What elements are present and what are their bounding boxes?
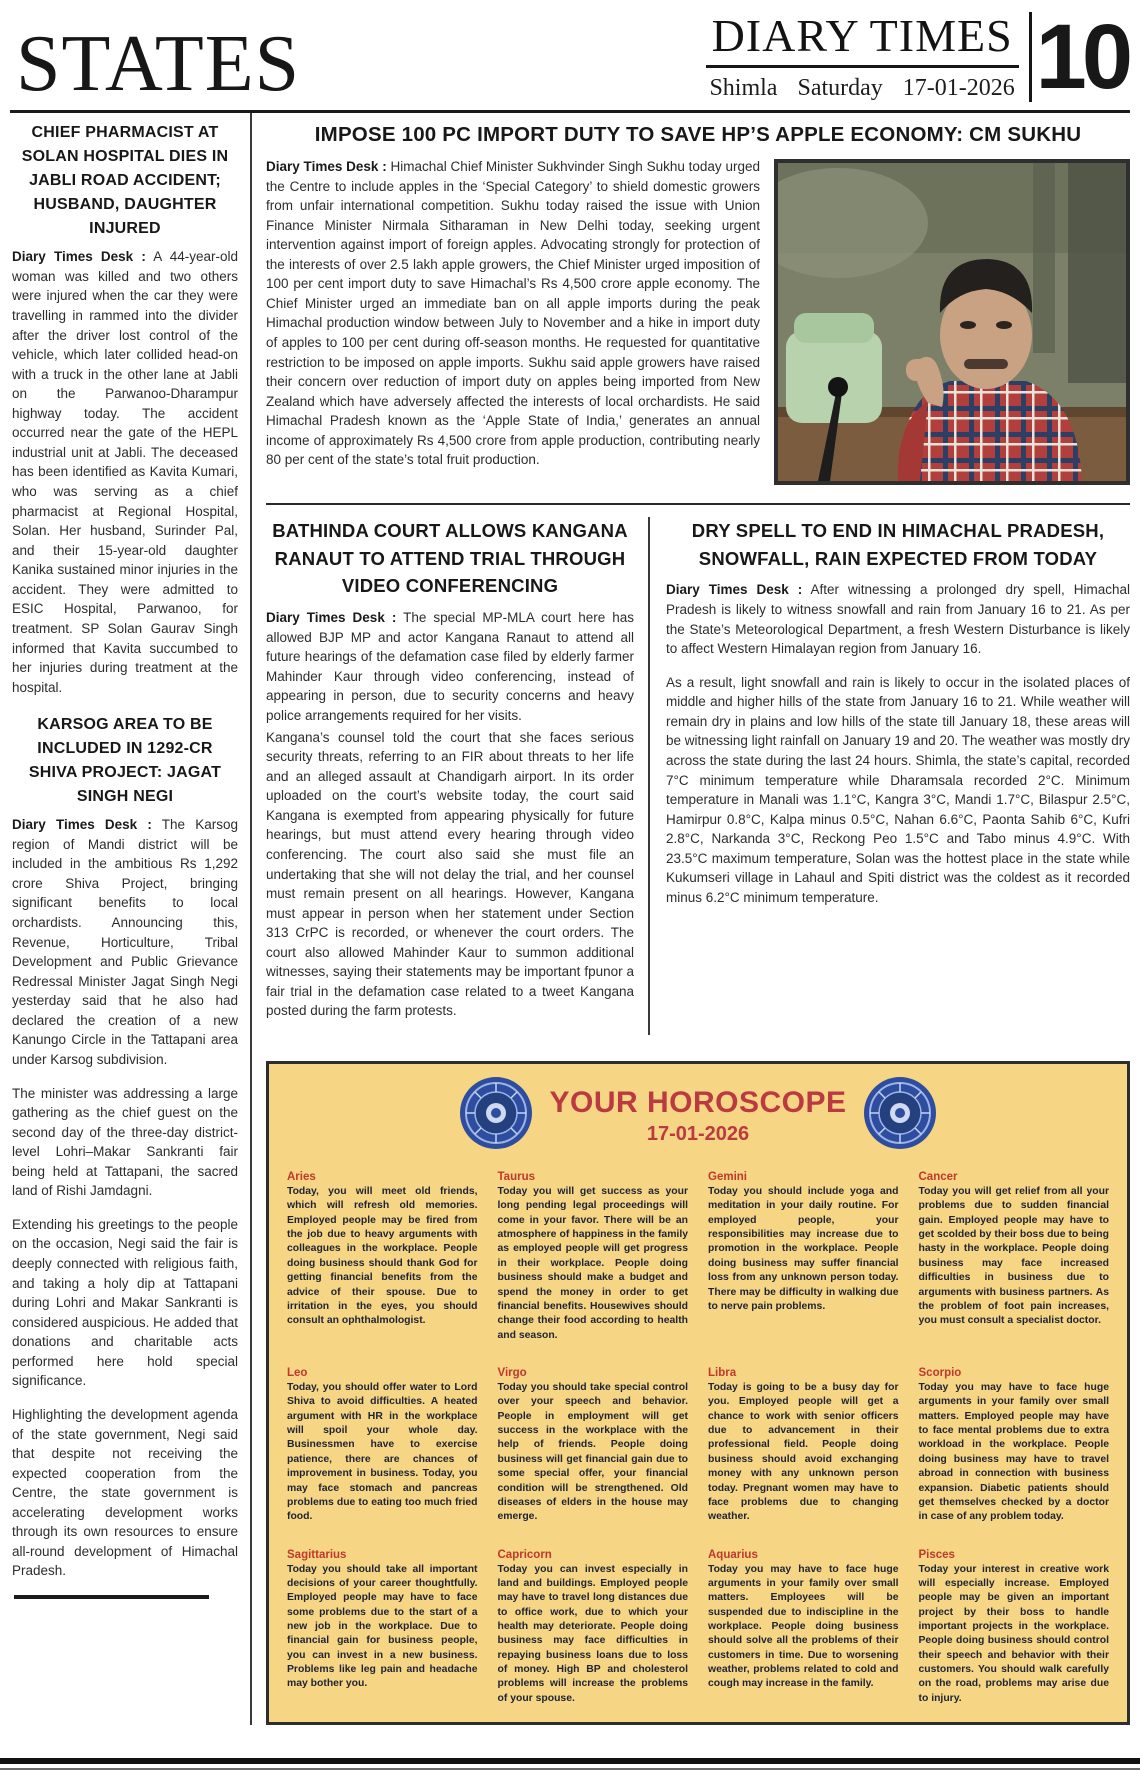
article-body [666,580,1130,907]
article-paragraph: Kangana’s counsel told the court that she faces serious security threats, referring to an FIR about threats to her life and an alleged assault at Chandigarh airport. In its order uploaded on the court’s website today, the court said Kangana is exempted from appearing physically for future hearings, but must attend every hearing through video conferencing. The court also said she must file an undertaking that she will not delay the trial, and her counsel must remain present on all hearings. However, Kangana must appear in person when her statement under Section 313 CrPC is recorded, or whenever the court orders. The court also allowed Mahinder Kaur to summon additional witnesses, saying their statements may be important fpunor a fair trial in the defamation case related to a tweet Kangana posted during the farm protests. [266,729,634,1019]
zodiac-wheel-icon [863,1076,937,1155]
article-paragraph: Diary Times Desk : The special MP-MLA court here has allowed BJP MP and actor Kangana Ranaut to attend all future hearings of the defamation case filed by elderly farmer Mahinder Kaur through video conferencing, instead of appearing in person, due to security concerns and heavy police arrangements required for her visits. [266,610,634,724]
section-title: STATES [16,20,301,109]
horoscope-entry-virgo: Virgo Today you should take special control over your speech and behavior. People in employment will get success in the workplace with the help of friends. People doing business will get financial gain due to some special offer, your financial condition will be strengthened. Old diseases of elders in the house may emerge. [497,1366,688,1523]
article-paragraph: Diary Times Desk : A 44-year-old woman was killed and two others were injured when the car they were travelling in rammed into the divider after the driver lost control of the vehicle, which later collided head-on with a truck in the other lane at Jabli on the Parwanoo-Dharampur highway today. The accident occurred near the gate of the HEPL industrial unit at Jabli. The deceased has been identified as Kavita Kumari, who was serving as a chief pharmacist at Regional Hospital, Solan. Her husband, Surinder Pal, and their 15-year-old daughter Kanika sustained minor injuries in the accident. They were admitted to ESIC Hospital, Parwanoo, for treatment. SP Solan Gaurav Singh informed that Kavita succumbed to her injuries during treatment at the hospital. [12,249,238,695]
horoscope-entry-aries: Aries Today, you will meet old friends, which will refresh old memories. Employed people may be fired from the job due to heavy arguments with colleagues in the workplace. People doing business should thank God for getting financial benefits from the advice of their spouse. Due to irritation in the eyes, you should consult an ophthalmologist. [287,1171,478,1327]
column-end-divider [14,1595,209,1599]
article-body [266,608,634,1021]
dateline-place: Shimla [709,75,778,102]
horoscope-title: YOUR HOROSCOPE [549,1085,847,1119]
dateline [706,68,1019,102]
article-kangana [266,517,648,1035]
article-headline: IMPOSE 100 PC IMPORT DUTY TO SAVE HP’S APPLE ECONOMY: CM SUKHU [314,123,1082,147]
article-headline: CHIEF PHARMACIST AT SOLAN HOSPITAL DIES IN JABLI ROAD ACCIDENT; HUSBAND, DAUGHTER INJURED [21,124,229,238]
article-headline: KARSOG AREA TO BE INCLUDED IN 1292-CR SHIVA PROJECT: JAGAT SINGH NEGI [28,716,222,806]
article-apple [266,119,1130,493]
page-footer-divider [0,1758,1140,1770]
article-paragraph: The minister was addressing a large gathering as the chief guest on the second day of the three-day district-level Lohri–Makar Sankranti fair being held at Tattapani, the sacred land of Rishi Jamdagni. [12,1085,238,1199]
dateline-day: Saturday [797,75,883,102]
masthead [706,6,1128,108]
article-paragraph: Diary Times Desk : The Karsog region of Mandi district will be included in the ambitious Rs 1,292 crore Shiva Project, bringing significant benefits to local orchardists. Announcing this, Revenue, Horticulture, Tribal Development and Public Grievance Redressal Minister Jagat Singh Negi yesterday said that he also had declared the creation of a new Kanungo Circle in the Tattapani area under Karsog subdivision. [12,817,238,1067]
article-paragraph: Diary Times Desk : Himachal Chief Minister Sukhvinder Singh Sukhu today urged the Centre to include apples in the ‘Special Category’ to shield domestic growers from unfair international competition. Sukhu today raised the issue with Union Finance Minister Nirmala Sitharaman in New Delhi today, seeking urgent intervention against import of foreign apples. Advocating strongly for protection of the interests of over 2.5 lakh apple growers, the Chief Minister urged imposition of 100 per cent import duty to save Himachal’s Rs 4,500 crore apple economy. The Chief Minister urged an immediate ban on all apple imports during the peak Himachal production window between July to November and a hike in import duty of apples to 100 per cent during off-season months. He requested for quantitative restriction to be imposed on apple imports. Sukhu said apple growers have raised their concern over reduction of import duty on apples being imported from New Zealand which have adversely affected the interests of local orchardists. He said Himachal Pradesh known as the ‘Apple State of India,’ generates an annual income of approximately Rs 4,500 crore from apple production, contributing nearly 80 per cent of the state’s total fruit production. [266,158,760,468]
article-pharmacist [12,121,238,697]
horoscope-entry-libra: Libra Today is going to be a busy day for you. Employed people will get a chance to work with senior officers due to advancement in their professional field. People doing business should avoid exchanging money with any unknown person today. Pregnant women may have to face problems due to changing weather. [708,1366,899,1523]
horoscope-entry-sagittarius: Sagittarius Today you should take all important decisions of your career thoughtfully. Employed people may have to face some problems due to the start of a new job in the workplace. Due to financial gain for business people, you can invest in a new business. Problems like leg pain and headache may bother you. [287,1548,478,1690]
horoscope-entry-scorpio: Scorpio Today you may have to face huge arguments in your family over small matters. Employed people may have to face mental problems due to extra workload in the workplace. People doing business may have to travel abroad in connection with business expansion. Diabetic patients should get themselves checked by a doctor in case of any problem today. [918,1366,1109,1523]
zodiac-wheel-icon [459,1076,533,1155]
horoscope-grid [287,1171,1109,1706]
horoscope-date: 17-01-2026 [646,1122,750,1145]
article-body [266,157,1130,493]
article-karsog [12,713,238,1599]
horoscope-entry-pisces: Pisces Today your interest in creative work will especially increase. Employed people may be given an important project by their boss to handle important projects in the workplace. People doing business should control their speech and behavior with their customers. You should walk carefully on the road, problems may arise due to injury. [918,1548,1109,1704]
page-content [10,113,1130,1725]
paper-name: DIARY TIMES [706,12,1019,68]
byline: Diary Times Desk : [12,817,152,833]
article-headline: DRY SPELL TO END IN HIMACHAL PRADESH, SNOWFALL, RAIN EXPECTED FROM TODAY [691,519,1105,569]
dateline-date: 17-01-2026 [902,75,1015,102]
byline: Diary Times Desk : [12,249,146,265]
story-divider [266,503,1130,505]
left-column [10,113,252,1725]
page-header [10,6,1130,109]
horoscope-header [287,1076,1109,1155]
article-headline: BATHINDA COURT ALLOWS KANGANA RANAUT TO ATTEND TRIAL THROUGH VIDEO CONFERENCING [272,519,628,597]
article-paragraph: Extending his greetings to the people on the occasion, Negi said the fair is deeply connected with religious faith, and taking a holy dip at Tattapani during Lohri and Makar Sankranti is considered auspicious. He added that donations and charitable acts performed here hold special significance. [12,1216,238,1389]
cm-sukhu-photo [774,159,1130,485]
horoscope-entry-cancer: Cancer Today you will get relief from all your problems due to sudden financial gain. Employed people may have to get scolded by their boss due to being hasty in the workplace. People doing business may face increased difficulties in business due to arguments with business partners. As the problem of foot pain increases, you must consult a specialist doctor. [918,1171,1109,1327]
article-paragraph: Diary Times Desk : After witnessing a prolonged dry spell, Himachal Pradesh is likely to witness snowfall and rain from January 16 to 21. As per the State’s Meteorological Department, a fresh Western Disturbance is likely to affect Western Himalayan region from January 16. [666,582,1130,657]
article-paragraph: Highlighting the development agenda of the state government, Negi said that despite not receiving the expected cooperation from the Centre, the state government is accelerating development works through its own resources to ensure all-round development of Himachal Pradesh. [12,1406,238,1579]
article-body [12,815,238,1581]
horoscope-entry-capricorn: Capricorn Today you can invest especially in land and buildings. Employed people may have to travel long distances due to office work, due to which your health may deteriorate. People doing business may face difficulties in repaying business loans due to loss of money. High BP and cholesterol problems will increase the problems of your spouse. [497,1548,688,1704]
byline: Diary Times Desk : [266,610,397,626]
byline: Diary Times Desk : [266,158,387,174]
horoscope-entry-gemini: Gemini Today you should include yoga and meditation in your daily routine. For employed people, your responsibilities may increase due to promotion in the workplace. People doing business may suffer financial loss from any unknown person today. There may be difficulty in walking due to nerve pain problems. [708,1171,899,1312]
article-weather [648,517,1130,1035]
lower-columns [266,517,1130,1045]
page-number: 10 [1029,12,1128,102]
horoscope-box [266,1061,1130,1725]
byline: Diary Times Desk : [666,582,803,598]
horoscope-entry-leo: Leo Today, you should offer water to Lord Shiva to avoid difficulties. A heated argument with HR in the workplace will spoil your whole day. Businessmen have to exercise patience, there are chances of improvement in business. Today, you may face stomach and pancreas problems due to eating too much fried food. [287,1366,478,1523]
cm-photo-illustration [778,163,1126,481]
article-body [12,247,238,697]
main-column [252,113,1130,1725]
horoscope-entry-aquarius: Aquarius Today you may have to face huge arguments in your family over small matters. Employees will be suspended due to indiscipline in the workplace. People doing business should solve all the problems of their customers in time. Due to worsening weather, problems related to cold and cough may increase in the family. [708,1548,899,1690]
article-paragraph: As a result, light snowfall and rain is likely to occur in the isolated places of middle and higher hills of the state from January 16 to 21. While weather will remain dry in plains and low hills of the state till January 18, these areas will be witnessing light rainfall on January 19 and 20. The weather was mostly dry across the state during the last 24 hours. Shimla, the state’s capital, recorded 7°C minimum temperature while Dharamsala recorded 2°C. Minimum temperature in Manali was 1.1°C, Kangra 3°C, Mandi 1.7°C, Bilaspur 2.5°C, Hamirpur 0.8°C, Kalpa minus 0.5°C, Nahan 6.6°C, Paonta Sahib 6°C, Kufri 2.8°C, Narkanda 3°C, Reckong Peo 1.5°C and Tabo minus 4.9°C. With 23.5°C maximum temperature, Solan was the hottest place in the state while Kukumseri village in Lahaul and Spiti district was the coldest as it recorded minus 6.2°C minimum temperature. [666,674,1130,905]
horoscope-entry-taurus: Taurus Today you will get success as your long pending legal proceedings will come in your favor. There will be an atmosphere of happiness in the family as employed people will get progress in their workplace. People doing business should make a budget and spend the money in order to get financial benefits. Housewives should change their food according to health and season. [497,1171,688,1341]
